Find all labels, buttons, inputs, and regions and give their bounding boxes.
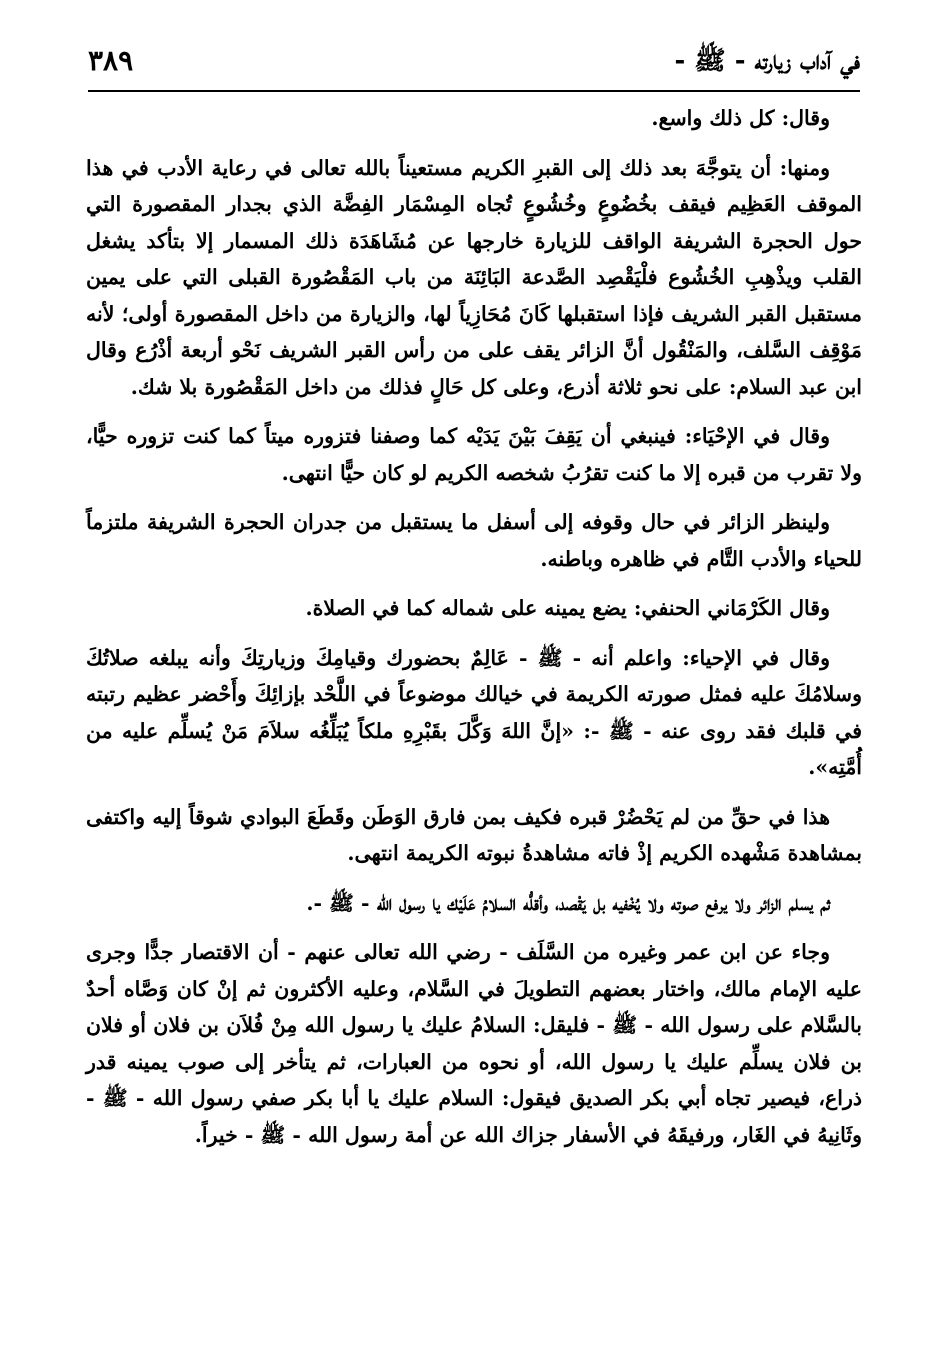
body-text (86, 100, 862, 1166)
paragraph: ومنها: أن يتوجَّهَ بعد ذلك إلى القبرِ الكريم مستعيناً بالله تعالى في رعاية الأدب في هذا الموقف العَظِيم فيقف بخُضُوعٍ وخُشُوعٍ تُجاه المِسْمَار الفِضَّة الذي بجدار المقصورة التي حول الحجرة الشريفة الواقف للزيارة خارجها عن مُشَاهَدَة ذلك المسمار إلا بتأكد يشغل القلب ويذْهِبِ الخُشُوع فلْيَقْصِد الصَّدعة البَائِنَة من باب المَقْصُورة القبلى التي على يمين مستقبل القبر الشريف فإذا استقبلها كَانَ مُحَازِياً لها، والزيارة من داخل المقصورة أولى؛ لأنه مَوْقِف السَّلف، والمَنْقُول أنَّ الزائر يقف على من رأس القبر الشريف نَحْو أربعة أذْرُع وقال ابن عبد السلام: على نحو ثلاثة أذرع، وعلى كل حَالٍ فذلك من داخل المَقْصُورة بلا شك. (86, 155, 862, 399)
paragraph: وقال: كل ذلك واسع. (651, 106, 830, 130)
paragraph: وقال الكَرْمَاني الحنفي: يضع يمينه على شماله كما في الصلاة. (305, 596, 830, 620)
paragraph: وجاء عن ابن عمر وغيره من السَّلَف - رضي الله تعالى عنهم - أن الاقتصار جدًّا وجرى عليه الإمام مالك، واختار بعضهم التطويلَ في السَّلام، وعليه الأكثرون ثم إنْ كان وَصَّاه أحدٌ بالسَّلام على رسول الله - ﷺ - فليقل: السلامُ عليك يا رسول الله مِنْ فُلاَن بن فلان أو فلان بن فلان يسلِّم عليك يا رسول الله، أو نحوه من العبارات، ثم يتأخر إلى صوب يمينه قدر ذراع، فيصير تجاه أبي بكر الصديق فيقول: السلام عليك يا أبا بكر صفي رسول الله - ﷺ - وثَانِيهُ في الغَار، ورفيقَهُ في الأسفار جزاك الله عن أمة رسول الله - ﷺ - خيراً. (86, 940, 862, 1147)
paragraph: وقال في الإحْيَاء: فينبغي أن يَقِفَ بَيْنَ يَدَيْه كما وصفنا فتزوره ميتاً كما كنت تزوره حيًّا، ولا تقرب من قبره إلا ما كنت تقرُبُ شخصه الكريم لو كان حيًّا انتهى. (86, 424, 862, 485)
paragraph: ثم يسلم الزائر ولا يرفع صوته ولا يُخْفيه بل يَقْصد، وأقلُّه السلامُ عَلَيْك يا رسول الله - ﷺ -. (306, 890, 830, 915)
page-number: ٣٨٩ (88, 44, 134, 77)
paragraph: ولينظر الزائر في حال وقوفه إلى أسفل ما يستقبل من جدران الحجرة الشريفة ملتزماً للحياء والأدب التَّام في ظاهره وباطنه. (86, 510, 862, 571)
header-divider (88, 90, 860, 92)
running-title: في آداب زيارته - ﷺ - (674, 46, 860, 76)
paragraph: وقال في الإحياء: واعلم أنه - ﷺ - عَالِمٌ بحضورك وقيامِكَ وزيارتِكَ وأنه يبلغه صلاتُكَ وسلامُكَ عليه فمثل صورته الكريمة في خيالك موضوعاً في اللَّحْد بإزائِكَ وأَحْضر عظيم رتبته في قلبك فقد روى عنه - ﷺ -: «إنَّ اللهَ وَكَّلَ بقَبْرِهِ ملكاً يُبَلِّغُه سلاَمَ مَنْ يُسلِّم عليه من أُمَّتِه». (86, 645, 862, 779)
paragraph: هذا في حقِّ من لم يَحْضُرْ قبره فكيف بمن فارق الوَطَن وقَطَعَ البوادي شوقاً إليه واكتفى بمشاهدة مَشْهده الكريم إذْ فاته مشاهدةُ نبوته الكريمة انتهى. (86, 804, 862, 865)
page-header (88, 44, 860, 88)
